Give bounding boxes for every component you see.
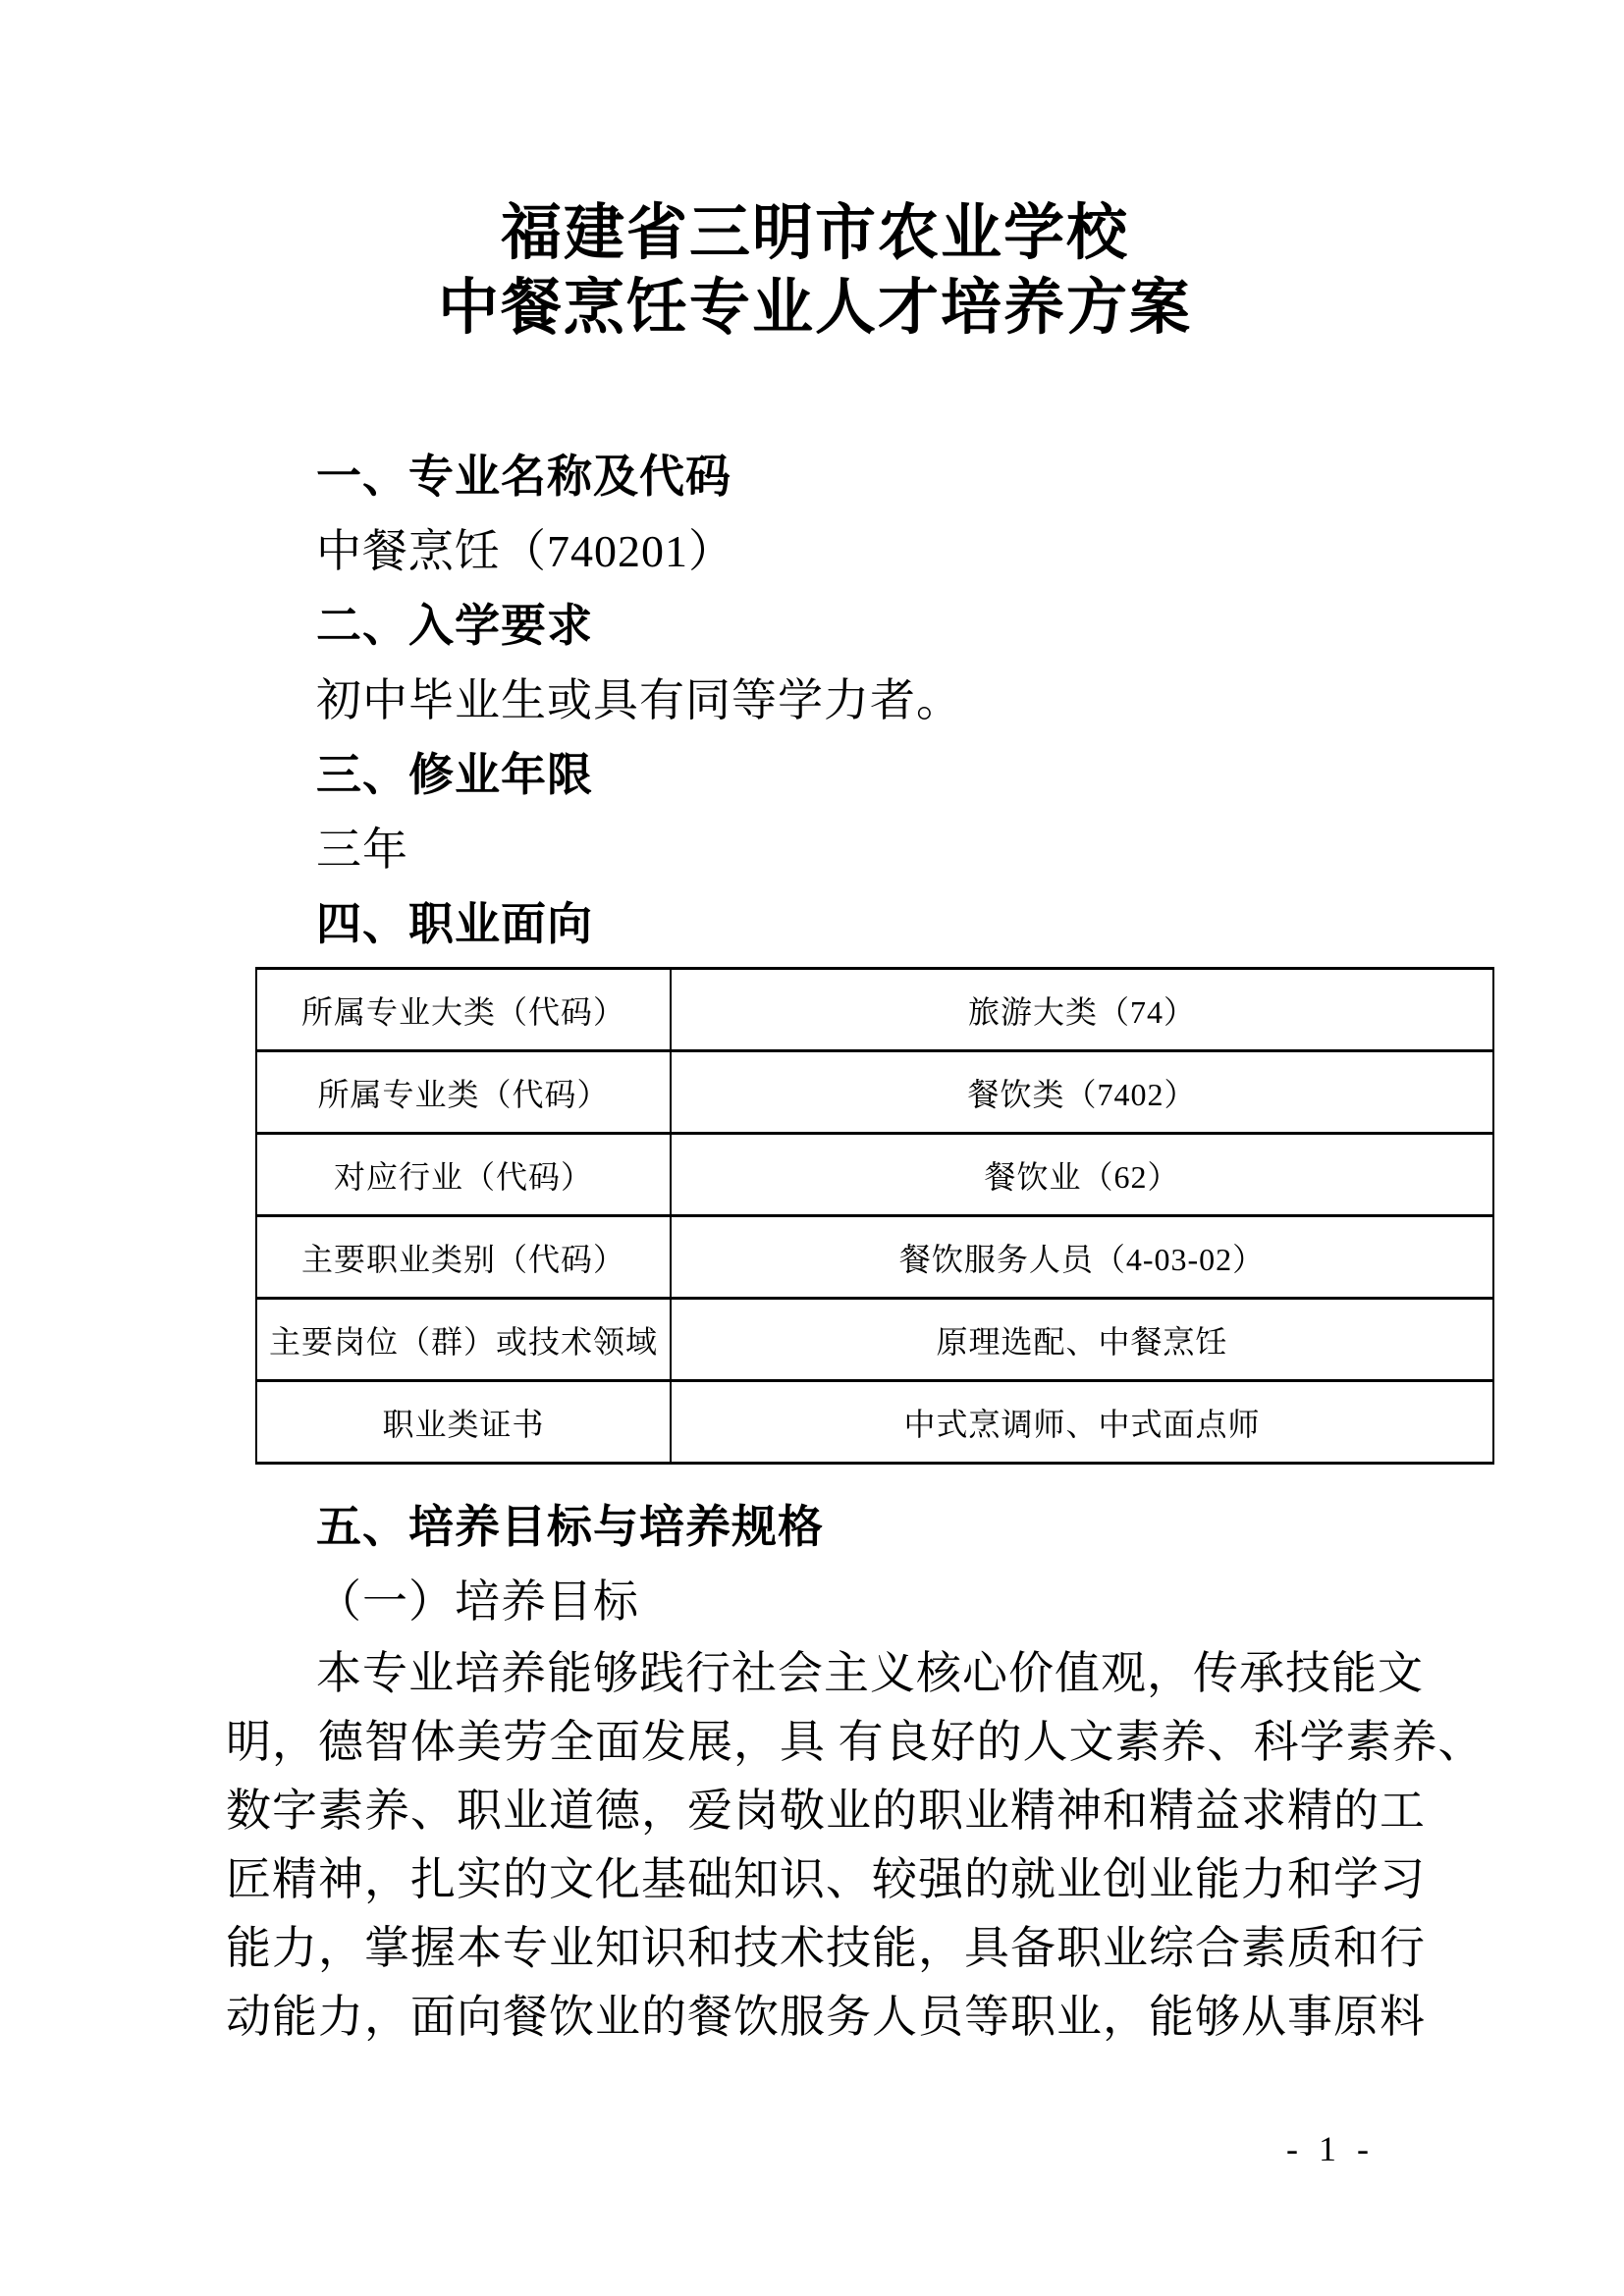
paragraph-line: 匠精神，扎实的文化基础知识、较强的就业创业能力和学习	[226, 1854, 1426, 1904]
section5-heading: 五、培养目标与培养规格	[316, 1502, 824, 1552]
section2-text: 初中毕业生或具有同等学力者。	[316, 675, 962, 725]
page-number: - 1 -	[1286, 2129, 1375, 2168]
paragraph-line: 能力，掌握本专业知识和技术技能，具备职业综合素质和行	[226, 1923, 1426, 1973]
table-cell-value: 中式烹调师、中式面点师	[671, 1381, 1493, 1464]
section3-heading: 三、修业年限	[316, 750, 593, 800]
table-cell-label: 所属专业大类（代码）	[256, 969, 671, 1051]
table-cell-value: 餐饮类（7402）	[671, 1051, 1493, 1134]
table-row	[256, 1134, 1493, 1216]
section2-heading: 二、入学要求	[316, 601, 593, 651]
section3-text: 三年	[316, 825, 408, 875]
page-content	[226, 196, 1485, 2052]
section1-heading: 一、专业名称及代码	[316, 452, 731, 502]
table-row	[256, 969, 1493, 1051]
table-row	[256, 1381, 1493, 1464]
section5-subheading: （一）培养目标	[316, 1576, 639, 1627]
document-title	[226, 196, 1404, 346]
document-body	[226, 440, 1485, 2052]
table-cell-value: 旅游大类（74）	[671, 969, 1493, 1051]
title-line-1: 福建省三明市农业学校	[500, 200, 1129, 267]
career-orientation-table	[255, 967, 1494, 1465]
table-cell-label: 对应行业（代码）	[256, 1134, 671, 1216]
table-row	[256, 1299, 1493, 1381]
table-cell-label: 主要岗位（群）或技术领域	[256, 1299, 671, 1381]
table-cell-label: 职业类证书	[256, 1381, 671, 1464]
paragraph-line: 数字素养、职业道德，爱岗敬业的职业精神和精益求精的工	[226, 1786, 1426, 1836]
table-cell-label: 主要职业类别（代码）	[256, 1216, 671, 1299]
paragraph-line: 动能力，面向餐饮业的餐饮服务人员等职业，能够从事原料	[226, 1992, 1426, 2042]
section5	[226, 1490, 1404, 1639]
training-objective-paragraph	[226, 1639, 1485, 2052]
table-row	[256, 1051, 1493, 1134]
table-row	[256, 1216, 1493, 1299]
paragraph-line: 明，德智体美劳全面发展，具 有良好的人文素养、科学素养、	[226, 1717, 1485, 1767]
title-line-2: 中餐烹饪专业人才培养方案	[437, 275, 1192, 342]
table-cell-value: 餐饮业（62）	[671, 1134, 1493, 1216]
section1-text: 中餐烹饪（740201）	[316, 526, 734, 576]
table-cell-label: 所属专业类（代码）	[256, 1051, 671, 1134]
table-cell-value: 原理选配、中餐烹饪	[671, 1299, 1493, 1381]
table-cell-value: 餐饮服务人员（4-03-02）	[671, 1216, 1493, 1299]
paragraph-line: 本专业培养能够践行社会主义核心价值观，传承技能文	[316, 1648, 1424, 1698]
section4-heading: 四、职业面向	[316, 899, 593, 949]
